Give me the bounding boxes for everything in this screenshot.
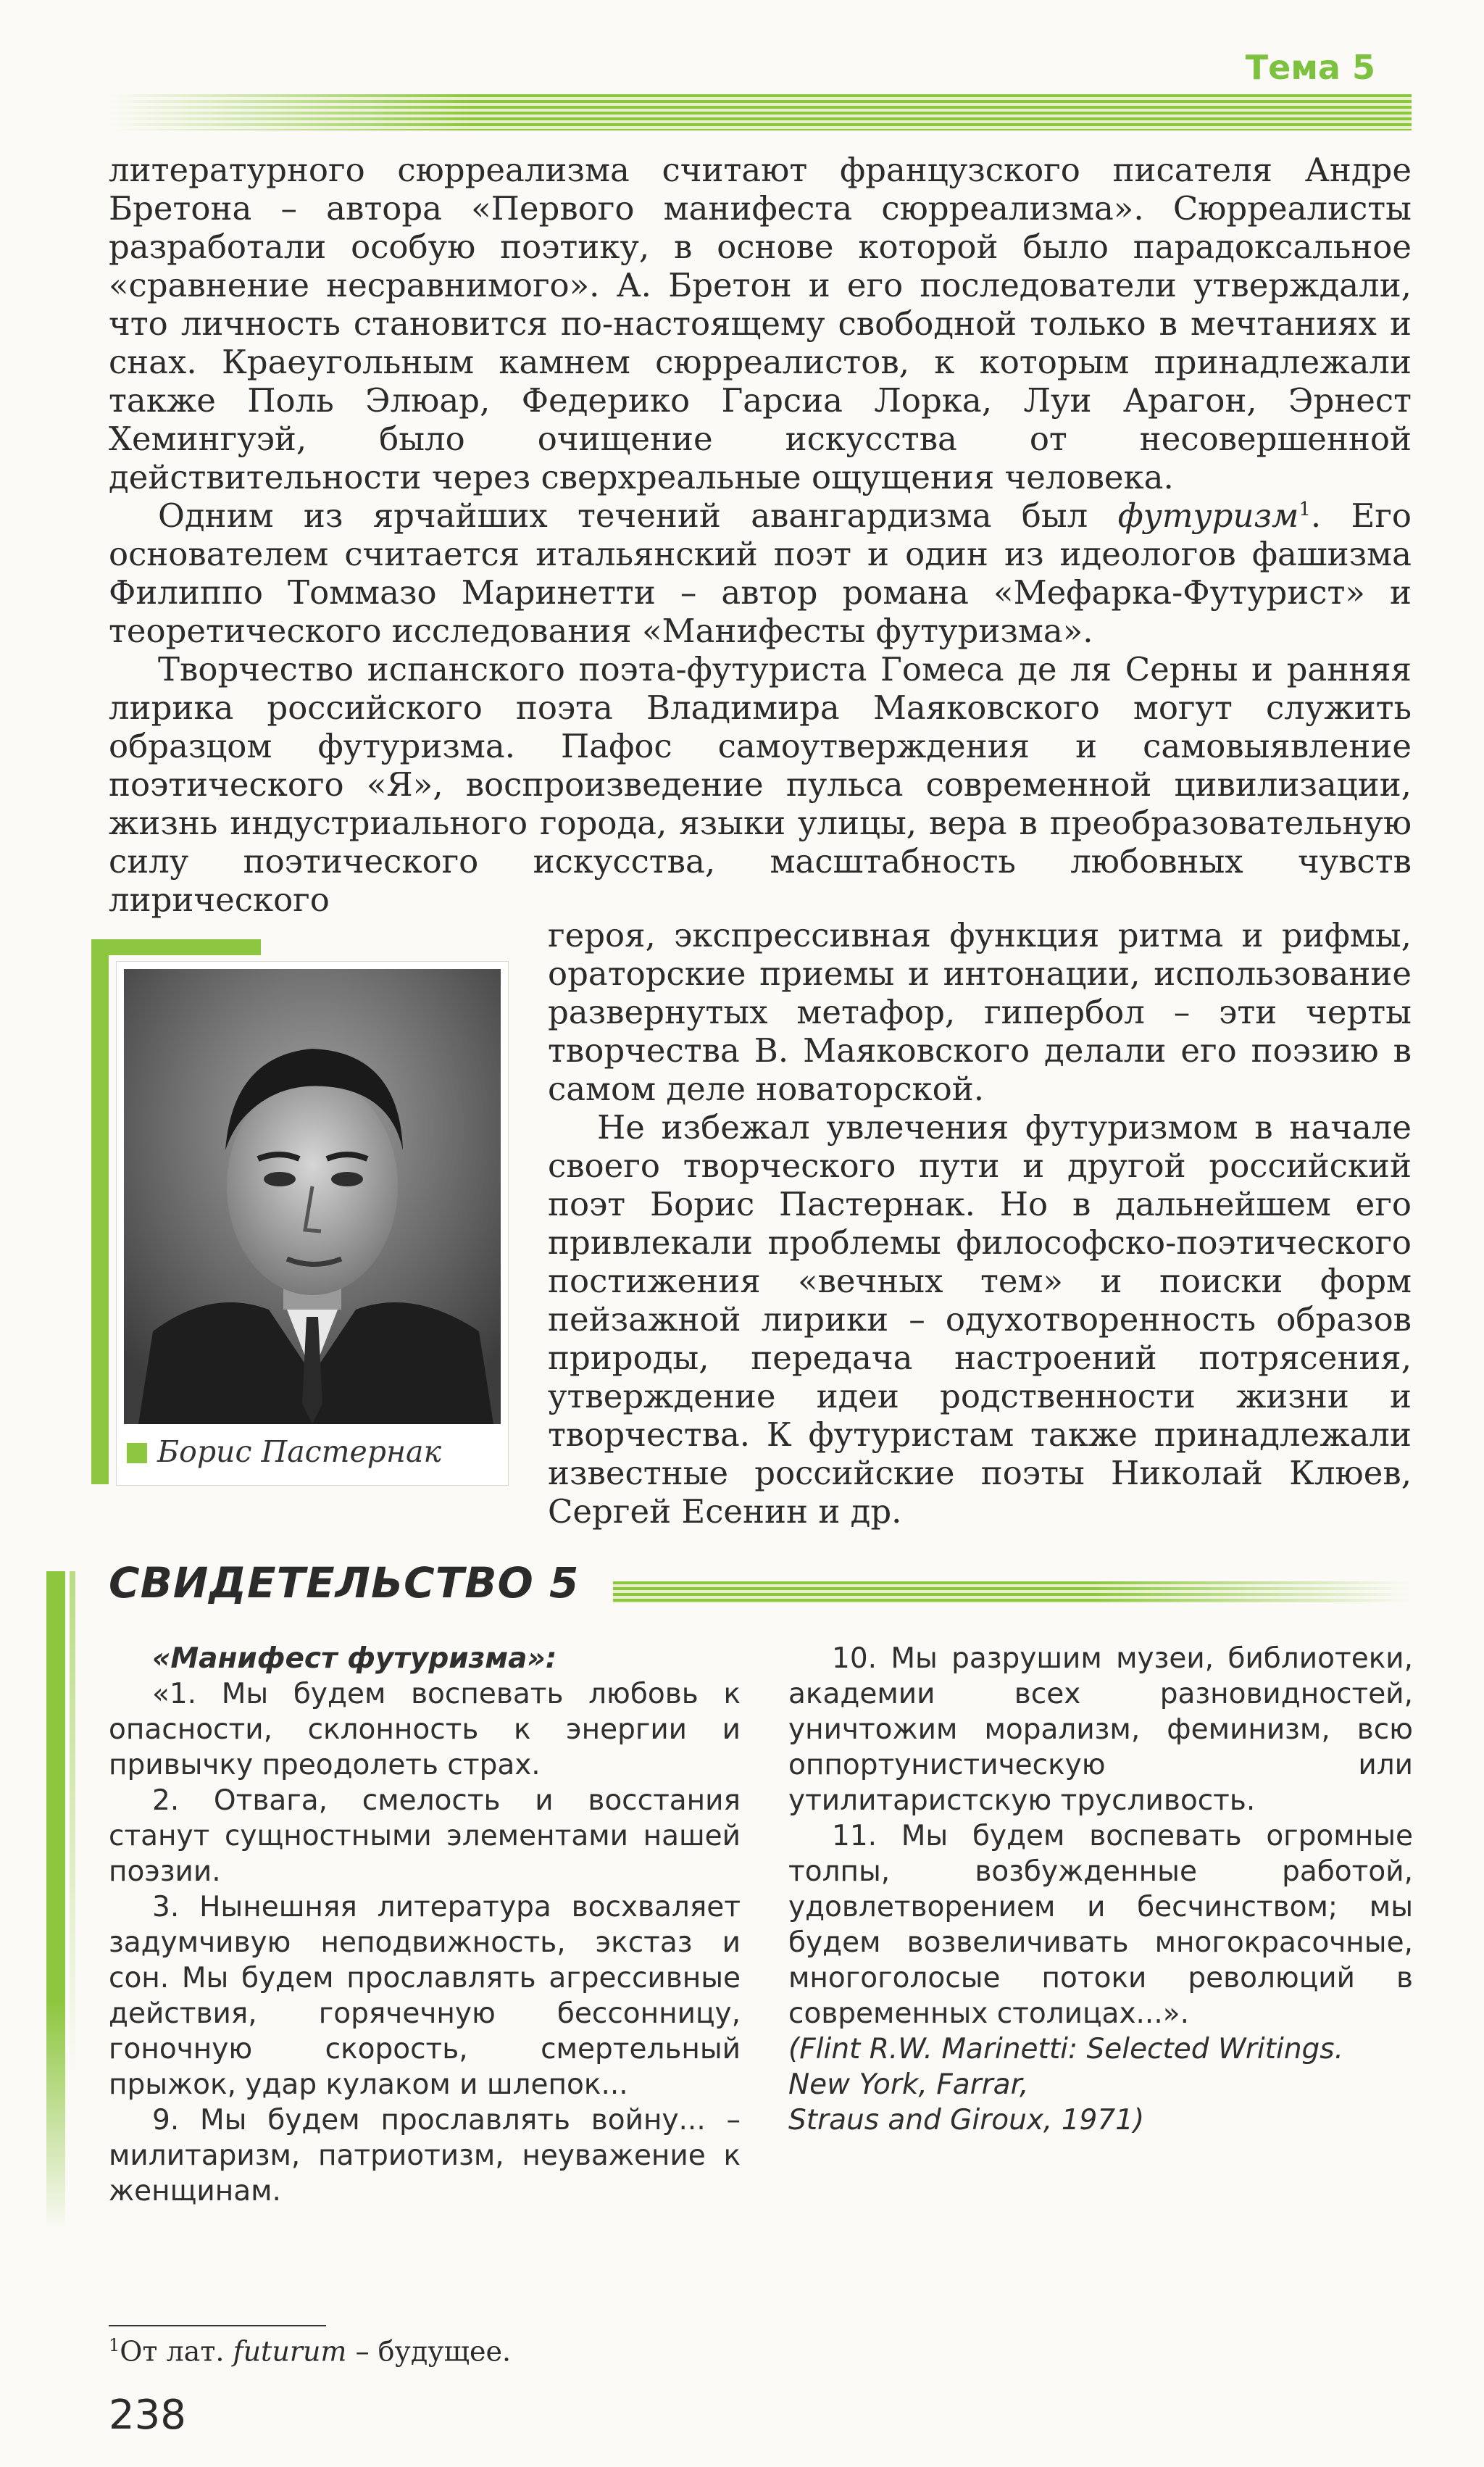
header-decorative-rule — [109, 94, 1412, 130]
manifesto-item: «1. Мы будем воспевать любовь к опасности, склонность к энергии и привычку преодолеть страх. — [109, 1678, 741, 1781]
footnote-prefix: От лат. — [120, 2335, 233, 2368]
side-text-block — [548, 916, 1412, 1531]
caption-text: Борис Пастернак — [157, 1434, 441, 1469]
source-citation — [788, 2031, 1413, 2138]
futurism-text-before: Одним из ярчайших течений авангардизма был — [158, 496, 1118, 535]
main-text-block — [109, 151, 1412, 919]
evidence-heading: СВИДЕТЕЛЬСТВО 5 — [109, 1558, 580, 1607]
futurism-text-after: . Его основателем считается итальянский поэт и один из идеологов фашизма Филиппо Томмазо Маринетти – автор романа «Мефарка-Футурист» и теоретического исследования «Манифесты футуризма». — [109, 496, 1412, 650]
footnote-suffix: – будущее. — [346, 2335, 512, 2368]
footnote — [109, 2335, 511, 2368]
manifesto-item: 9. Мы будем прославлять войну... – милитаризм, патриотизм, неуважение к женщинам. — [109, 2104, 741, 2208]
footnote-mark: 1 — [109, 2335, 120, 2355]
footnote-latin-word: futurum — [233, 2335, 347, 2368]
manifesto-right-column — [788, 1641, 1413, 2138]
paragraph-pasternak: Не избежал увлечения футуризмом в начале своего творческого пути и другой российский поэт Борис Пастернак. Но в дальнейшем его привлекали проблемы философско-поэтического постижения «вечных тем» и поиски форм пейзажной лирики – одухотворенность образов природы, передача настроений потрясения, утверждение идеи родственности жизни и творчества. К футуристам также принадлежали известные российские поэты Николай Клюев, Сергей Есенин и др. — [548, 1108, 1412, 1531]
manifesto-item: 10. Мы разрушим музеи, библиотеки, академии всех разновидностей, уничтожим морализм, феминизм, всю оппортунистическую или утилитаристскую трусливость. — [788, 1642, 1413, 1817]
paragraph-mayakovsky-continued: героя, экспрессивная функция ритма и рифмы, ораторские приемы и интонации, использование развернутых метафор, гипербол – эти черты творчества В. Маяковского делали его поэзию в самом деле новаторской. — [548, 916, 1412, 1108]
manifesto-item: 2. Отвага, смелость и восстания станут сущностными элементами нашей поэзии. — [109, 1784, 741, 1888]
photo-decorative-bar-top — [91, 939, 261, 955]
footnote-divider — [109, 2325, 326, 2326]
evidence-decorative-rule — [613, 1581, 1412, 1603]
topic-label: Тема 5 — [1245, 48, 1375, 87]
footnote-reference[interactable]: 1 — [1298, 499, 1311, 520]
portrait-photo — [124, 969, 501, 1424]
futurism-term: футуризм — [1117, 496, 1299, 535]
page-number: 238 — [109, 2392, 186, 2439]
manifesto-title: «Манифест футуризма»: — [152, 1642, 557, 1675]
evidence-decorative-bar — [46, 1571, 65, 2231]
source-line: New York, Farrar, — [788, 2068, 1029, 2101]
paragraph-mayakovsky: Творчество испанского поэта-футуриста Гомеса де ля Серны и ранняя лирика российского поэта Владимира Маяковского могут служить образцом футуризма. Пафос самоутверждения и самовыявление поэтического «Я», воспроизведение пульса современной цивилизации, жизнь индустриального города, языки улицы, вера в преобразовательную силу поэтического искусства, масштабность любовных чувств лирического — [109, 650, 1412, 919]
source-line: Straus and Giroux, 1971) — [788, 2104, 1145, 2137]
evidence-decorative-bar-light — [70, 1571, 75, 2079]
portrait-illustration — [124, 969, 501, 1424]
photo-decorative-bar — [91, 939, 109, 1484]
portrait-figure — [116, 961, 509, 1486]
caption-marker-icon — [127, 1443, 147, 1463]
paragraph-surrealism: литературного сюрреализма считают французского писателя Андре Бретона – автора «Первого манифеста сюрреализма». Сюрреалисты разработали особую поэтику, в основе которой было парадоксальное «сравнение несравнимого». А. Бретон и его последователи утверждали, что личность становится по-настоящему свободной только в мечтаниях и снах. Краеугольным камнем сюрреалистов, к которым принадлежали также Поль Элюар, Федерико Гарсиа Лорка, Луи Арагон, Эрнест Хемингуэй, было очищение искусства от несовершенной действительности через сверхреальные ощущения человека. — [109, 151, 1412, 496]
paragraph-futurism — [109, 496, 1412, 650]
manifesto-item: 11. Мы будем воспевать огромные толпы, возбужденные работой, удовлетворением и бесчинством; мы будем возвеличивать многокрасочные, многоголосые потоки революций в современных столицах...». — [788, 1820, 1413, 2030]
manifesto-item: 3. Нынешняя литература восхваляет задумчивую неподвижность, экстаз и сон. Мы будем прославлять агрессивные действия, горячечную бессонницу, гоночную скорость, смертельный прыжок, удар кулаком и шлепок... — [109, 1891, 741, 2101]
source-line: (Flint R.W. Marinetti: Selected Writings. — [788, 2033, 1344, 2065]
portrait-caption — [127, 1434, 441, 1469]
manifesto-left-column — [109, 1641, 741, 2209]
